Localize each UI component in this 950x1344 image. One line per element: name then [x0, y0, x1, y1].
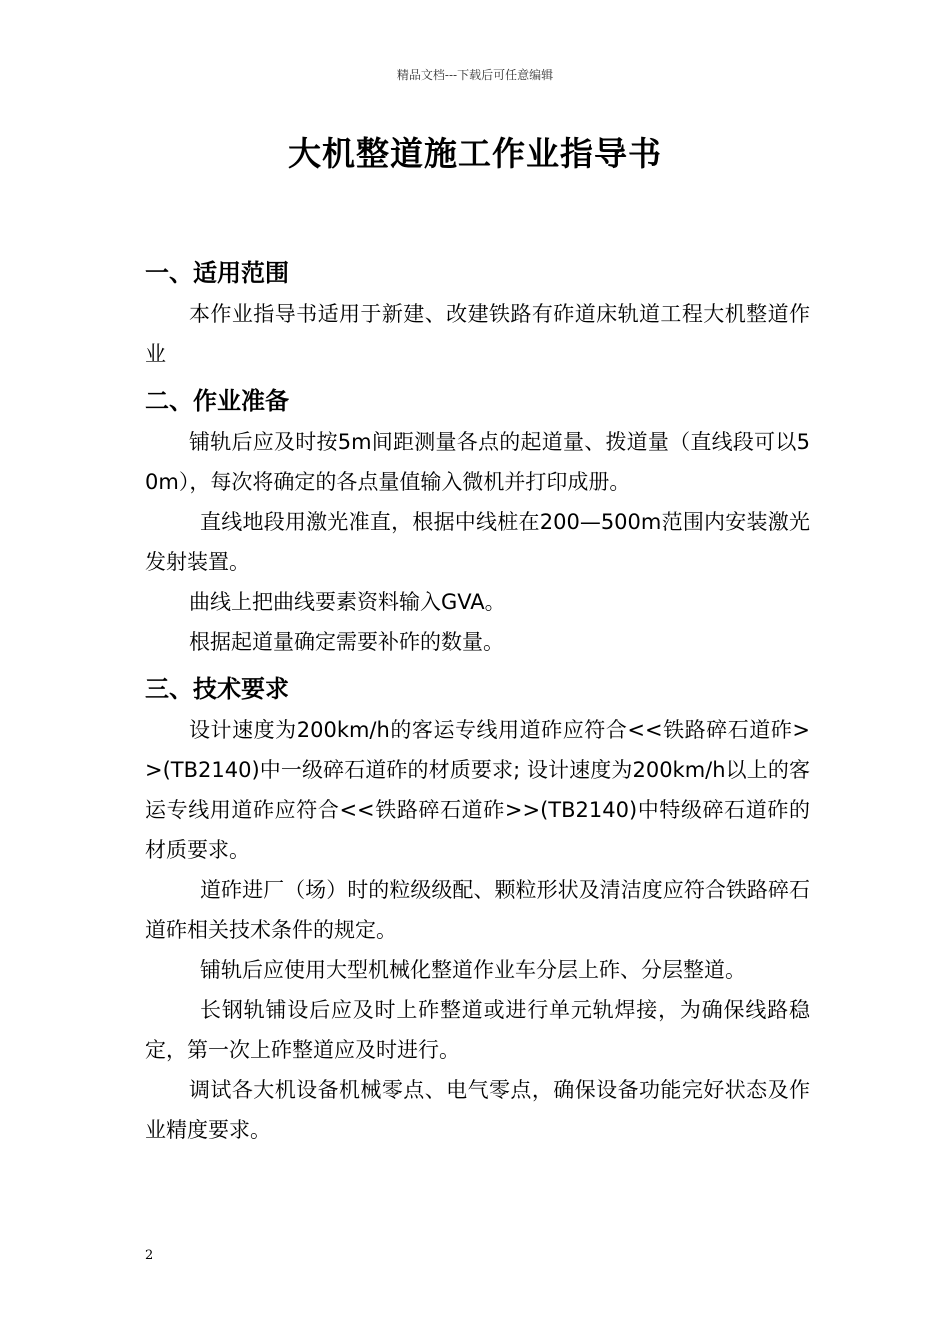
paragraph: 调试各大机设备机械零点、电气零点，确保设备功能完好状态及作业精度要求。: [145, 1078, 810, 1142]
document-body: [145, 254, 810, 1150]
section-heading-technical-requirements: 三、技术要求: [145, 675, 289, 703]
paragraph: 曲线上把曲线要素资料输入GVA。: [189, 590, 506, 614]
paragraph: 设计速度为200km/h的客运专线用道砟应符合<<铁路碎石道砟>>(TB2140)中一级碎石道砟的材质要求; 设计速度为200km/h以上的客运专线用道砟应符合<<铁路碎石道砟>>(TB2140)中特级碎石道砟的材质要求。: [145, 718, 810, 862]
paragraph: 道砟进厂（场）时的粒级级配、颗粒形状及清洁度应符合铁路碎石道砟相关技术条件的规定。: [145, 878, 810, 942]
paragraph: 铺轨后应及时按5m间距测量各点的起道量、拨道量（直线段可以50m），每次将确定的各点量值输入微机并打印成册。: [145, 430, 810, 494]
paragraph: 直线地段用激光准直，根据中线桩在200—500m范围内安装激光发射装置。: [145, 510, 810, 574]
section-heading-scope: 一、适用范围: [145, 259, 289, 287]
section-heading-preparation: 二、作业准备: [145, 387, 289, 415]
paragraph: 根据起道量确定需要补砟的数量。: [189, 630, 504, 654]
page-header: 精品文档---下载后可任意编辑: [396, 68, 554, 82]
page-number: 2: [145, 1248, 154, 1263]
paragraph: 本作业指导书适用于新建、改建铁路有砟道床轨道工程大机整道作业: [145, 302, 810, 366]
paragraph: 长钢轨铺设后应及时上砟整道或进行单元轨焊接，为确保线路稳定，第一次上砟整道应及时进行。: [145, 998, 810, 1062]
paragraph: 铺轨后应使用大型机械化整道作业车分层上砟、分层整道。: [200, 958, 746, 982]
document-title: 大机整道施工作业指导书: [288, 134, 662, 173]
